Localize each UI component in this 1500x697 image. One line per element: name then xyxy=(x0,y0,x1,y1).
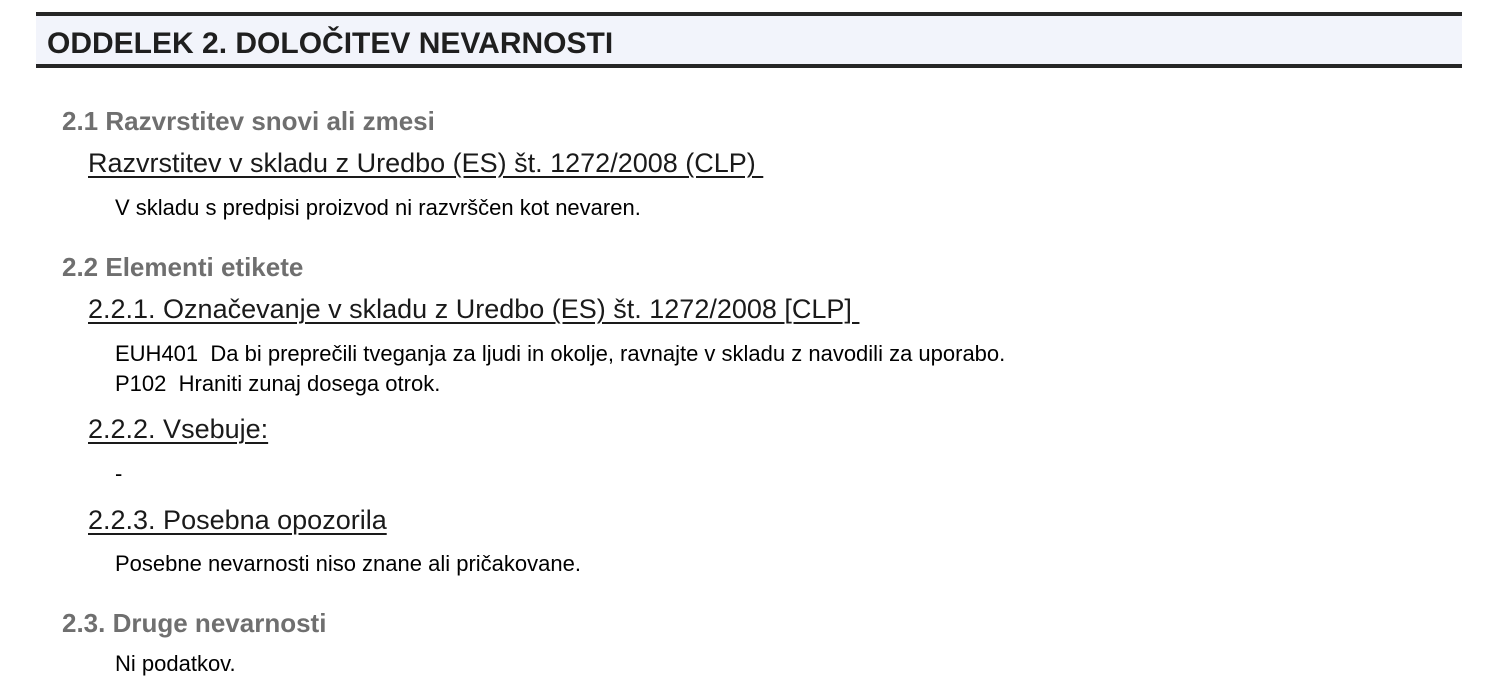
special-warnings-text: Posebne nevarnosti niso znane ali pričakovane. xyxy=(115,551,581,576)
hazard-statement-euh401: EUH401 Da bi preprečili tveganja za ljudi in okolje, ravnajte v skladu z navodili za uporabo. xyxy=(115,341,1006,366)
heading-2-2-1: 2.2.1. Označevanje v skladu z Uredbo (ES) št. 1272/2008 [CLP] xyxy=(88,294,860,324)
section-header xyxy=(36,12,1462,68)
heading-clp-classification: Razvrstitev v skladu z Uredbo (ES) št. 1272/2008 (CLP) xyxy=(88,148,764,178)
heading-2-2-3: 2.2.3. Posebna opozorila xyxy=(88,505,387,535)
heading-2-3: 2.3. Druge nevarnosti xyxy=(62,608,327,638)
heading-2-2-2: 2.2.2. Vsebuje: xyxy=(88,414,269,444)
heading-2-1: 2.1 Razvrstitev snovi ali zmesi xyxy=(62,106,435,136)
heading-2-2: 2.2 Elementi etikete xyxy=(62,252,304,282)
section-title: ODDELEK 2. DOLOČITEV NEVARNOSTI xyxy=(47,27,614,60)
precautionary-statement-p102: P102 Hraniti zunaj dosega otrok. xyxy=(115,371,441,396)
clp-classification-text: V skladu s predpisi proizvod ni razvrščen kot nevaren. xyxy=(115,195,641,220)
contains-text: - xyxy=(115,461,123,486)
other-hazards-text: Ni podatkov. xyxy=(115,651,236,676)
